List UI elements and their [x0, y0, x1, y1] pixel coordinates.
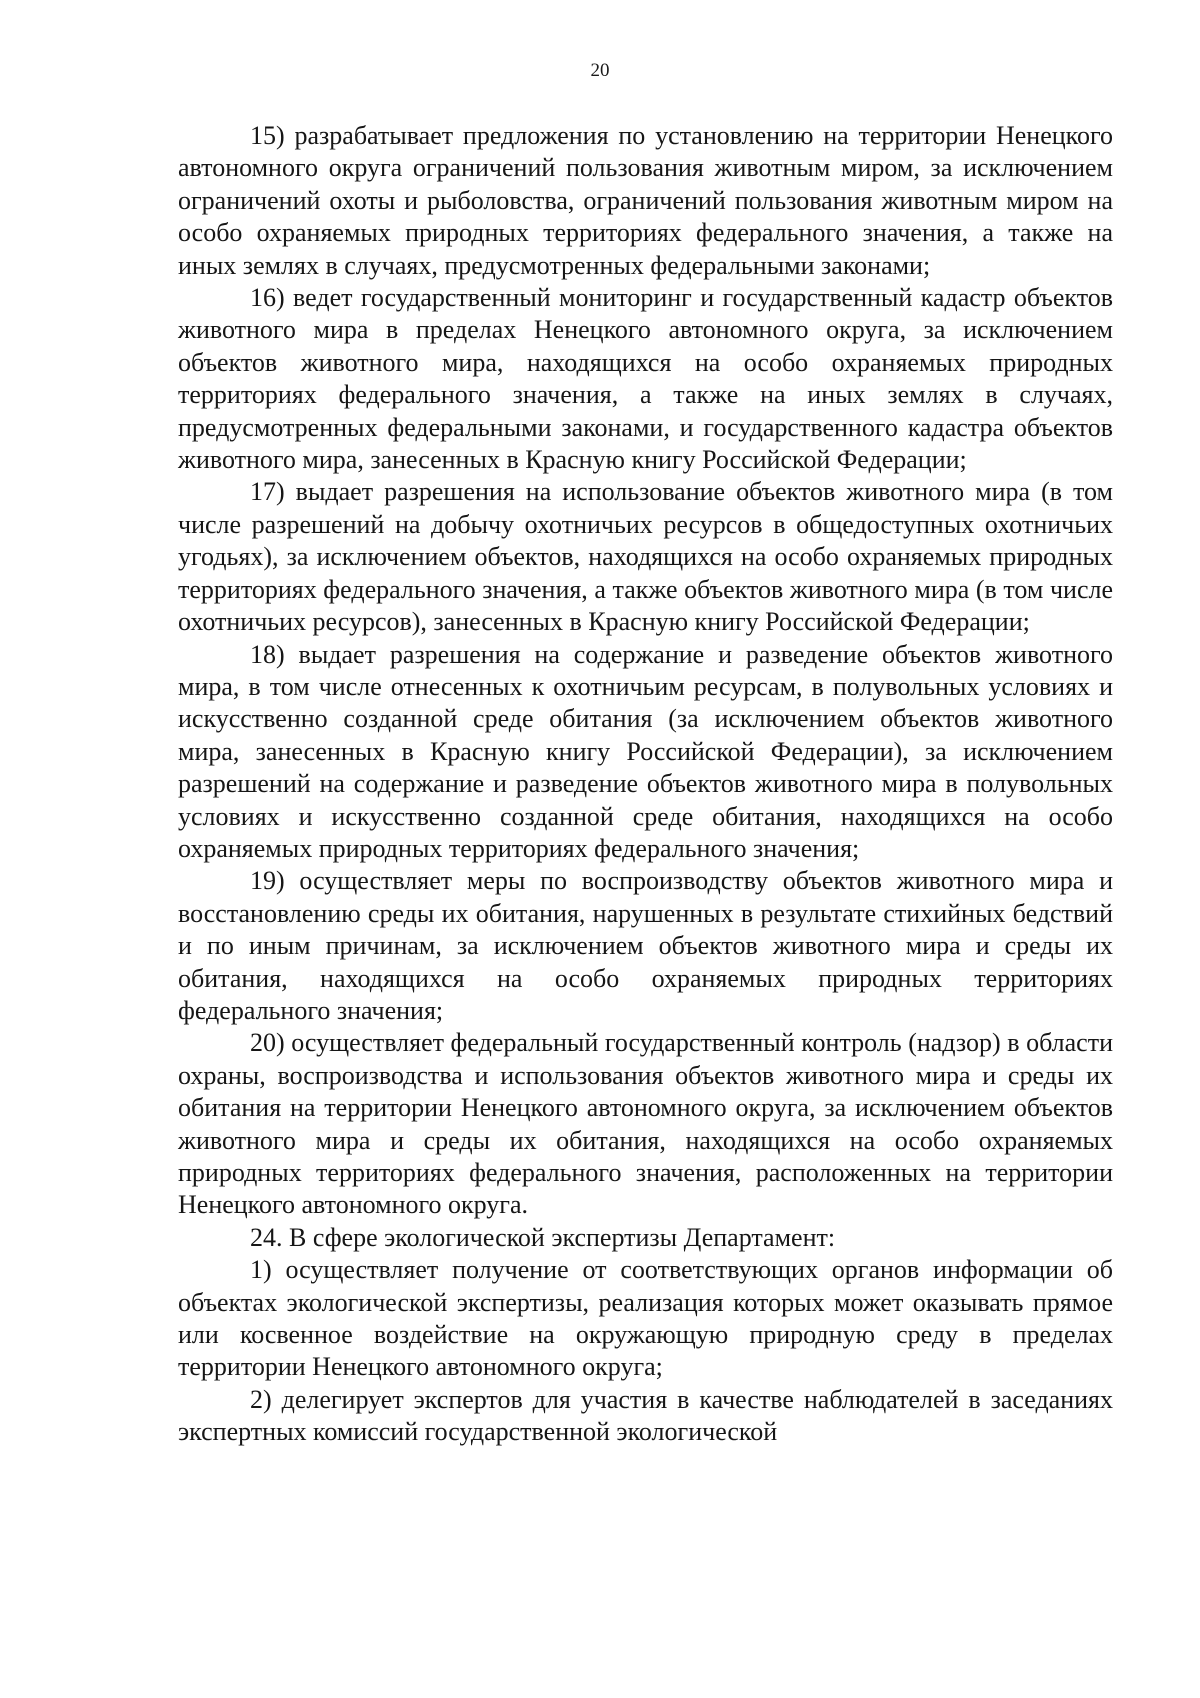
- paragraph-item-17: 17) выдает разрешения на использование объектов животного мира (в том числе разрешений на добычу охотничьих ресурсов в общедоступных охотничьих угодьях), за исключением объектов, находящихся на особо охраняемых природных территориях федерального значения, а также объектов животного мира (в том числе охотничьих ресурсов), занесенных в Красную книгу Российской Федерации;: [178, 477, 1113, 637]
- paragraph-item-18: 18) выдает разрешения на содержание и разведение объектов животного мира, в том числе отнесенных к охотничьим ресурсам, в полувольных условиях и искусственно созданной среде обитания (за исключением объектов животного мира, занесенных в Красную книгу Российской Федерации), за исключением разрешений на содержание и разведение объектов животного мира в полувольных условиях и искусственно созданной среде обитания, находящихся на особо охраняемых природных территориях федерального значения;: [178, 639, 1113, 863]
- paragraph-item-1: 1) осуществляет получение от соответствующих органов информации об объектах экологической экспертизы, реализация которых может оказывать прямое или косвенное воздействие на окружающую природную среду в пределах территории Ненецкого автономного округа;: [178, 1255, 1113, 1382]
- paragraph-item-19: 19) осуществляет меры по воспроизводству объектов животного мира и восстановлению среды их обитания, нарушенных в результате стихийных бедствий и по иным причинам, за исключением объектов животного мира и среды их обитания, находящихся на особо охраняемых природных территориях федерального значения;: [178, 866, 1113, 1025]
- section-heading-24: 24. В сфере экологической экспертизы Департамент:: [250, 1222, 836, 1252]
- paragraph-item-16: 16) ведет государственный мониторинг и государственный кадастр объектов животного мира в пределах Ненецкого автономного округа, за исключением объектов животного мира, находящихся на особо охраняемых природных территориях федерального значения, а также на иных землях в случаях, предусмотренных федеральными законами, и государственного кадастра объектов животного мира, занесенных в Красную книгу Российской Федерации;: [178, 283, 1113, 475]
- paragraph-item-20: 20) осуществляет федеральный государственный контроль (надзор) в области охраны, воспроизводства и использования объектов животного мира и среды их обитания на территории Ненецкого автономного округа, за исключением объектов животного мира и среды их обитания, находящихся на особо охраняемых природных территориях федерального значения, расположенных на территории Ненецкого автономного округа.: [178, 1028, 1113, 1220]
- paragraph-item-2: 2) делегирует экспертов для участия в качестве наблюдателей в заседаниях экспертных комиссий государственной экологической: [178, 1384, 1113, 1447]
- page-number: 20: [590, 60, 610, 81]
- document-body: [178, 120, 1113, 1449]
- paragraph-item-15: 15) разрабатывает предложения по установлению на территории Ненецкого автономного округа ограничений пользования животным миром, за исключением ограничений охоты и рыболовства, ограничений пользования животным миром на особо охраняемых природных территориях федерального значения, а также на иных землях в случаях, предусмотренных федеральными законами;: [178, 121, 1113, 280]
